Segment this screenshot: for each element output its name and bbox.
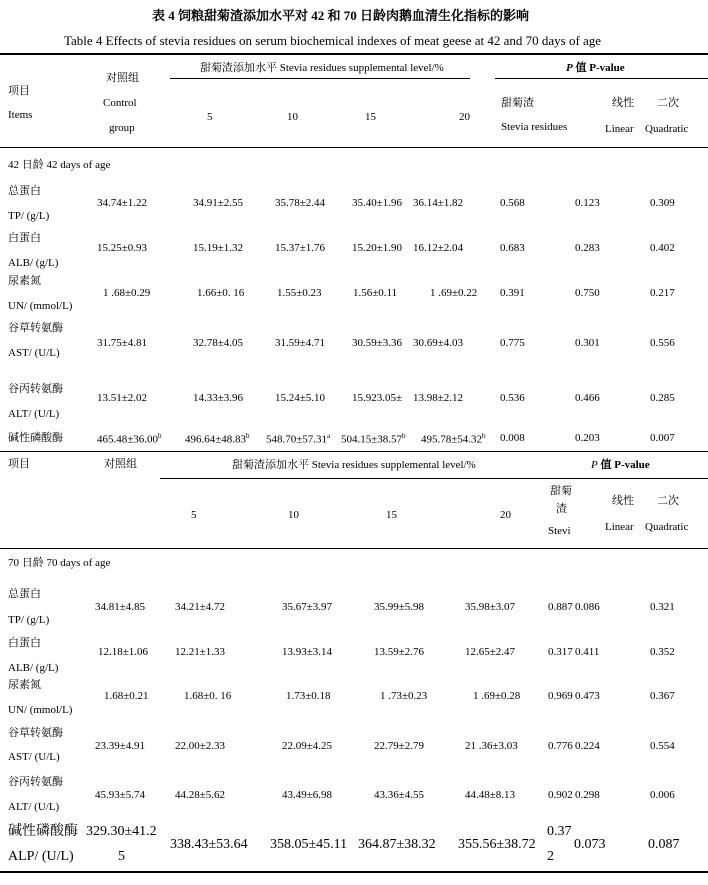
cell-20: 35.98±3.07 [465,601,516,613]
level-header: 甜菊渣添加水平 Stevia residues supplemental level/% [200,62,444,74]
cell-control: 1 .68±0.29 [103,287,151,299]
cell-p-linear: 0.073 [574,837,606,852]
table-title-cn: 表 4 饲粮甜菊渣添加水平对 42 和 70 日龄肉鹅血清生化指标的影响 [152,8,530,23]
cell-20: 36.14±1.82 [413,197,464,209]
cell-p-linear: 0.298 [575,789,600,801]
row-label-cn: 尿素氮 [8,679,41,691]
cell-p-linear: 0.123 [575,197,600,209]
quad-header-en: Quadratic [645,123,689,135]
top-rule [0,53,708,55]
cell-15: 22.79±2.79 [374,740,425,752]
cell-15: 35.40±1.96 [352,197,403,209]
row-label-en: UN/ (mmol/L) [8,704,73,716]
cell-p-stevia: 0.775 [500,337,525,349]
cell-p-linear: 0.301 [575,337,600,349]
control-header-cn: 对照组 [106,72,139,84]
t2-control-header: 对照组 [104,458,137,470]
cell-15: 364.87±38.32 [358,837,436,852]
t2-stevia-header-cn2: 渣 [556,503,567,515]
level-10: 10 [287,111,298,123]
t2-quad-header-en: Quadratic [645,521,689,533]
cell-10: 1.73±0.18 [286,690,331,702]
cell-5: 1.66±0. 16 [197,287,245,299]
control-header-en2: group [109,122,135,134]
level-underline [170,78,470,79]
header-bottom-rule [0,147,708,148]
cell-p-quad: 0.554 [650,740,675,752]
cell-20: 355.56±38.72 [458,837,536,852]
cell-20: 16.12±2.04 [413,242,464,254]
cell-10: 35.78±2.44 [275,197,326,209]
level-5: 5 [207,111,213,123]
cell-5: 1.68±0. 16 [184,690,232,702]
row-label-en: AST/ (U/L) [8,347,60,359]
cell-p-linear: 0.411 [575,646,600,658]
cell-10: 13.93±3.14 [282,646,333,658]
cell-p-quad: 0.321 [650,601,675,613]
row-label-cn: 谷草转氨酶 [8,322,63,334]
row-label-cn: 尿素氮 [8,275,41,287]
section-70d: 70 日龄 70 days of age [8,557,111,569]
cell-control-cont: 5 [118,849,125,864]
item-header-cn: 项目 [8,85,30,97]
table-title-en: Table 4 Effects of stevia residues on serum biochemical indexes of meat geese at 42 and 70 days of age [64,33,602,48]
cell-p-quad: 0.402 [650,242,675,254]
table2-level-underline [160,478,708,479]
linear-header-en: Linear [605,123,634,135]
cell-p-stevia: 0.37 [547,824,572,839]
quad-header-cn: 二次 [657,97,679,109]
cell-p-quad: 0.556 [650,337,675,349]
cell-p-linear: 0.086 [575,601,600,613]
cell-p-stevia: 0.776 [548,740,573,752]
cell-p-stevia: 0.902 [548,789,573,801]
level-15: 15 [365,111,376,123]
cell-5: 338.43±53.64 [170,837,248,852]
cell-15: 43.36±4.55 [374,789,425,801]
row-label-en: ALB/ (g/L) [8,662,59,674]
cell-5: 34.21±4.72 [175,601,226,613]
row-label-cn: 碱性磷酸酶 [8,432,63,444]
cell-5: 22.00±2.33 [175,740,226,752]
cell-10: 15.24±5.10 [275,392,326,404]
cell-20: 21 .36±3.03 [465,740,518,752]
level-20: 20 [459,111,470,123]
cell-control: 15.25±0.93 [97,242,148,254]
row-label-en: ALB/ (g/L) [8,257,59,269]
cell-p-quad: 0.352 [650,646,675,658]
control-header-en: Control [103,97,137,109]
cell-15: 15.20±1.90 [352,242,403,254]
row-label-cn: 谷丙转氨酶 [8,776,63,788]
cell-p-linear: 0.283 [575,242,600,254]
t2-item-header: 项目 [8,458,30,470]
cell-p-stevia: 0.887 [548,601,573,613]
cell-5: 44.28±5.62 [175,789,226,801]
cell-15: 1.56±0.11 [353,287,398,299]
cell-p-quad: 0.087 [648,837,680,852]
t2-stevia-header-en: Stevi [548,525,571,537]
t2-pvalue-header: P 值 P-value [591,459,650,471]
row-label-en: ALT/ (U/L) [8,801,60,813]
item-header-en: Items [8,109,33,121]
cell-15: 13.59±2.76 [374,646,425,658]
cell-10: 22.09±4.25 [282,740,333,752]
cell-p-linear: 0.750 [575,287,600,299]
cell-20: 44.48±8.13 [465,789,516,801]
bottom-rule [0,871,708,873]
cell-5: 34.91±2.55 [193,197,244,209]
row-label-en: TP/ (g/L) [8,210,50,222]
t2-linear-header-en: Linear [605,521,634,533]
cell-control: 45.93±5.74 [95,789,146,801]
section-42d: 42 日龄 42 days of age [8,159,111,171]
cell-5: 14.33±3.96 [193,392,244,404]
row-label-cn: 白蛋白 [8,232,41,244]
row-label-en: UN/ (mmol/L) [8,300,73,312]
row-label-cn: 碱性磷酸酶 [8,824,78,839]
cell-15: 15.923.05± [352,392,403,404]
cell-p-quad: 0.006 [650,789,675,801]
cell-5: 12.21±1.33 [175,646,226,658]
row-label-cn: 谷丙转氨酶 [8,383,63,395]
table2-top-rule [0,451,708,452]
cell-10: 43.49±6.98 [282,789,333,801]
cell-control: 31.75±4.81 [97,337,148,349]
t2-stevia-header-cn: 甜菊 [550,485,572,497]
row-label-cn: 谷草转氨酶 [8,727,63,739]
cell-p-quad: 0.367 [650,690,675,702]
cell-20: 495.78±54.32$^b$ [421,432,486,446]
cell-p-stevia: 0.683 [500,242,525,254]
cell-control: 465.48±36.00$^b$ [97,432,162,446]
row-label-cn: 白蛋白 [8,637,41,649]
t2-level-10: 10 [288,509,299,521]
cell-5: 15.19±1.32 [193,242,244,254]
stevia-header-en: Stevia residues [501,121,568,133]
pvalue-header: P 值 P-value [566,62,625,74]
cell-p-linear: 0.224 [575,740,600,752]
cell-p-stevia-cont: 2 [547,849,554,864]
cell-control: 34.81±4.85 [95,601,146,613]
cell-control: 13.51±2.02 [97,392,148,404]
t2-level-header: 甜菊渣添加水平 Stevia residues supplemental level/% [232,459,476,471]
cell-15: 30.59±3.36 [352,337,403,349]
cell-p-quad: 0.285 [650,392,675,404]
t2-linear-header-cn: 线性 [612,495,634,507]
cell-p-quad: 0.007 [650,432,675,444]
cell-5: 32.78±4.05 [193,337,244,349]
row-label-en: ALP/ (U/L) [8,849,74,864]
row-label-en: TP/ (g/L) [8,614,50,626]
t2-quad-header-cn: 二次 [657,495,679,507]
cell-control: 329.30±41.2 [86,824,157,839]
table2-header-bottom-rule [0,548,708,549]
cell-p-stevia: 0.317 [548,646,573,658]
cell-20: 13.98±2.12 [413,392,464,404]
cell-5: 496.64±48.83$^b$ [185,432,250,446]
cell-p-stevia: 0.568 [500,197,525,209]
cell-10: 31.59±4.71 [275,337,326,349]
cell-p-quad: 0.309 [650,197,675,209]
row-label-en: ALT/ (U/L) [8,408,60,420]
cell-20: 1 .69±0.28 [473,690,521,702]
cell-p-stevia: 0.969 [548,690,573,702]
pvalue-underline [495,78,708,79]
row-label-en: AST/ (U/L) [8,751,60,763]
cell-control: 12.18±1.06 [98,646,149,658]
cell-10: 358.05±45.11 [270,837,348,852]
row-label-cn: 总蛋白 [8,588,41,600]
cell-p-stevia: 0.008 [500,432,525,444]
cell-control: 23.39±4.91 [95,740,146,752]
cell-20: 30.69±4.03 [413,337,464,349]
linear-header-cn: 线性 [612,97,634,109]
cell-p-stevia: 0.391 [500,287,525,299]
cell-15: 35.99±5.98 [374,601,425,613]
stevia-header-cn: 甜菊渣 [501,97,534,109]
cell-control: 1.68±0.21 [104,690,149,702]
cell-10: 1.55±0.23 [277,287,322,299]
cell-p-stevia: 0.536 [500,392,525,404]
t2-level-20: 20 [500,509,511,521]
cell-10: 35.67±3.97 [282,601,333,613]
cell-p-linear: 0.203 [575,432,600,444]
cell-p-linear: 0.473 [575,690,600,702]
cell-20: 1 .69±0.22 [430,287,478,299]
row-label-cn: 总蛋白 [8,185,41,197]
cell-20: 12.65±2.47 [465,646,516,658]
cell-p-linear: 0.466 [575,392,600,404]
cell-10: 15.37±1.76 [275,242,326,254]
cell-p-quad: 0.217 [650,287,675,299]
cell-10: 548.70±57.31$^a$ [266,432,331,446]
cell-15: 504.15±38.57$^b$ [341,432,406,446]
t2-level-15: 15 [386,509,397,521]
t2-level-5: 5 [191,509,197,521]
cell-15: 1 .73±0.23 [380,690,428,702]
cell-control: 34.74±1.22 [97,197,148,209]
